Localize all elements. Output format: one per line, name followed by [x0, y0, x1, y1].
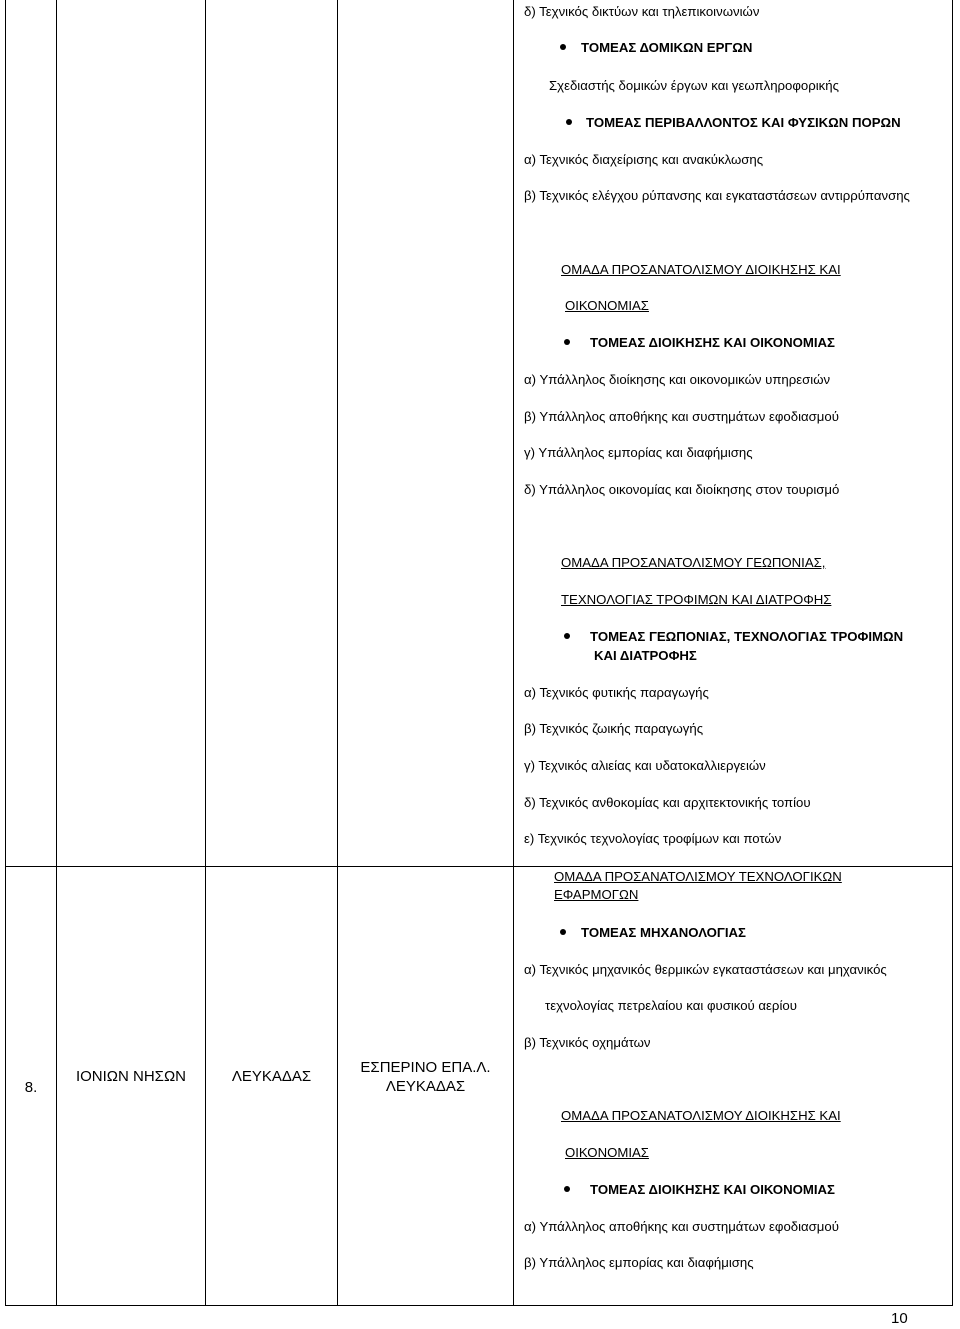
prefecture-cell: ΛΕΥΚΑΔΑΣ [231, 1068, 312, 1085]
sector-title: ΤΟΜΕΑΣ ΔΙΟΙΚΗΣΗΣ ΚΑΙ ΟΙΚΟΝΟΜΙΑΣ [590, 1182, 835, 1197]
group-heading: ΤΕΧΝΟΛΟΓΙΑΣ ΤΡΟΦΙΜΩΝ ΚΑΙ ΔΙΑΤΡΟΦΗΣ [561, 592, 832, 607]
specialty-line: α) Υπάλληλος διοίκησης και οικονομικών υπηρεσιών [524, 372, 831, 387]
specialty-line: τεχνολογίας πετρελαίου και φυσικού αερίου [545, 998, 797, 1013]
table-col-divider-4 [513, 0, 514, 1306]
bullet-icon [564, 1186, 570, 1192]
group-heading: ΟΜΑΔΑ ΠΡΟΣΑΝΑΤΟΛΙΣΜΟΥ ΤΕΧΝΟΛΟΓΙΚΩΝ [554, 869, 842, 884]
sector-title: ΤΟΜΕΑΣ ΓΕΩΠΟΝΙΑΣ, ΤΕΧΝΟΛΟΓΙΑΣ ΤΡΟΦΙΜΩΝ [590, 629, 904, 644]
table-col-divider-3 [337, 0, 338, 1306]
table-col-divider-2 [205, 0, 206, 1306]
group-heading: ΟΙΚΟΝΟΜΙΑΣ [565, 1145, 649, 1160]
specialty-line: γ) Υπάλληλος εμπορίας και διαφήμισης [524, 445, 753, 460]
specialty-line: β) Υπάλληλος εμπορίας και διαφήμισης [524, 1255, 754, 1270]
specialty-line: ε) Τεχνικός τεχνολογίας τροφίμων και ποτών [524, 831, 782, 846]
bullet-icon [560, 44, 566, 50]
bullet-icon [564, 633, 570, 639]
sector-title: ΚΑΙ ΔΙΑΤΡΟΦΗΣ [594, 648, 697, 663]
region-cell: ΙΟΝΙΩΝ ΝΗΣΩΝ [75, 1068, 187, 1085]
specialty-line: Σχεδιαστής δομικών έργων και γεωπληροφορικής [549, 78, 839, 93]
specialty-line: β) Υπάλληλος αποθήκης και συστημάτων εφοδιασμού [524, 409, 839, 424]
sector-title: ΤΟΜΕΑΣ ΜΗΧΑΝΟΛΟΓΙΑΣ [581, 925, 746, 940]
bullet-icon [564, 339, 570, 345]
table-row-divider [5, 866, 953, 867]
specialty-line: γ) Τεχνικός αλιείας και υδατοκαλλιεργειών [524, 758, 766, 773]
table-col-divider-1 [56, 0, 57, 1306]
group-heading: ΟΙΚΟΝΟΜΙΑΣ [565, 298, 649, 313]
sector-title: ΤΟΜΕΑΣ ΠΕΡΙΒΑΛΛΟΝΤΟΣ ΚΑΙ ΦΥΣΙΚΩΝ ΠΟΡΩΝ [586, 115, 901, 130]
table-border-right [952, 0, 953, 1306]
specialty-line: β) Τεχνικός ελέγχου ρύπανσης και εγκαταστάσεων αντιρρύπανσης [524, 188, 910, 203]
specialty-line: δ) Υπάλληλος οικονομίας και διοίκησης στον τουρισμό [524, 482, 840, 497]
bullet-icon [560, 929, 566, 935]
specialty-line: β) Τεχνικός οχημάτων [524, 1035, 651, 1050]
school-name: ΕΣΠΕΡΙΝΟ ΕΠΑ.Λ. [360, 1059, 491, 1076]
group-heading: ΕΦΑΡΜΟΓΩΝ [554, 887, 639, 902]
specialty-line: δ) Τεχνικός δικτύων και τηλεπικοινωνιών [524, 4, 760, 19]
table-border-left [5, 0, 6, 1306]
group-heading: ΟΜΑΔΑ ΠΡΟΣΑΝΑΤΟΛΙΣΜΟΥ ΔΙΟΙΚΗΣΗΣ ΚΑΙ [561, 1108, 841, 1123]
specialty-line: β) Τεχνικός ζωικής παραγωγής [524, 721, 704, 736]
group-heading: ΟΜΑΔΑ ΠΡΟΣΑΝΑΤΟΛΙΣΜΟΥ ΓΕΩΠΟΝΙΑΣ, [561, 555, 826, 570]
table-border-bottom [5, 1305, 953, 1306]
group-heading: ΟΜΑΔΑ ΠΡΟΣΑΝΑΤΟΛΙΣΜΟΥ ΔΙΟΙΚΗΣΗΣ ΚΑΙ [561, 262, 841, 277]
specialty-line: α) Υπάλληλος αποθήκης και συστημάτων εφοδιασμού [524, 1219, 839, 1234]
sector-title: ΤΟΜΕΑΣ ΔΙΟΙΚΗΣΗΣ ΚΑΙ ΟΙΚΟΝΟΜΙΑΣ [590, 335, 835, 350]
school-name-line2: ΛΕΥΚΑΔΑΣ [385, 1078, 466, 1095]
bullet-icon [566, 119, 572, 125]
sector-title: ΤΟΜΕΑΣ ΔΟΜΙΚΩΝ ΕΡΓΩΝ [581, 40, 753, 55]
page-number: 10 [891, 1310, 908, 1327]
specialty-line: δ) Τεχνικός ανθοκομίας και αρχιτεκτονικής τοπίου [524, 795, 811, 810]
specialty-line: α) Τεχνικός διαχείρισης και ανακύκλωσης [524, 152, 764, 167]
row-number: 8. [24, 1079, 38, 1096]
specialty-line: α) Τεχνικός μηχανικός θερμικών εγκαταστάσεων και μηχανικός [524, 962, 887, 977]
specialty-line: α) Τεχνικός φυτικής παραγωγής [524, 685, 709, 700]
